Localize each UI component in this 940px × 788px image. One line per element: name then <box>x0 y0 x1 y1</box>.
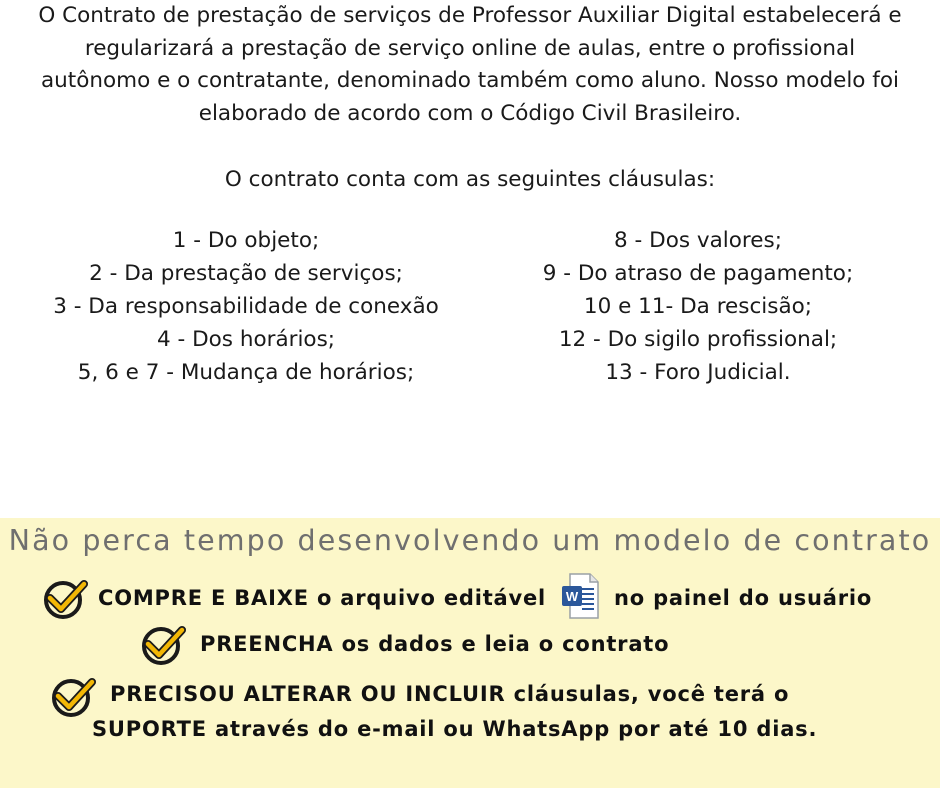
intro-line: autônomo e o contratante, denominado também como aluno. Nosso modelo foi <box>41 68 899 93</box>
step-buy-panel-text: no painel do usuário <box>614 586 873 610</box>
clause-item: 10 e 11- Da rescisão; <box>583 294 813 319</box>
intro-line: elaborado de acordo com o Código Civil Brasileiro. <box>198 100 742 126</box>
step-fill-text: PREENCHA os dados e leia o contrato <box>200 632 670 656</box>
clause-item: 12 - Do sigilo profissional; <box>558 327 838 352</box>
clauses-list-left <box>20 224 472 389</box>
checkmark-icon <box>42 578 88 620</box>
clause-item: 3 - Da responsabilidade de conexão <box>53 294 439 319</box>
clauses-list-right <box>470 224 926 389</box>
intro-line: regularizará a prestação de serviço online de aulas, entre o profissional <box>84 35 856 61</box>
word-document-icon <box>560 572 600 620</box>
clause-item: 8 - Dos valores; <box>614 228 782 253</box>
clause-item: 4 - Dos horários; <box>156 327 336 352</box>
promo-title: Não perca tempo desenvolvendo um modelo de contrato <box>8 524 932 557</box>
checkmark-icon <box>140 624 186 666</box>
intro-paragraph <box>8 0 932 130</box>
intro-line: O Contrato de prestação de serviços de Professor Auxiliar Digital estabelecerá e <box>38 3 902 28</box>
clause-item: 9 - Do atraso de pagamento; <box>542 261 854 286</box>
clause-item: 5, 6 e 7 - Mudança de horários; <box>77 360 415 385</box>
checkmark-icon <box>50 676 96 718</box>
clause-item: 2 - Da prestação de serviços; <box>89 261 403 286</box>
clause-item: 1 - Do objeto; <box>172 228 320 253</box>
clause-item: 13 - Foro Judicial. <box>605 360 791 385</box>
clauses-heading: O contrato conta com as seguintes cláusulas: <box>224 167 716 192</box>
step-support-line2: SUPORTE através do e-mail ou WhatsApp por até 10 dias. <box>92 717 818 741</box>
step-support-line1: PRECISOU ALTERAR OU INCLUIR cláusulas, você terá o <box>110 682 790 706</box>
svg-text:W: W <box>565 589 579 604</box>
promo-panel <box>0 518 940 788</box>
step-buy-text: COMPRE E BAIXE o arquivo editável <box>98 586 547 610</box>
